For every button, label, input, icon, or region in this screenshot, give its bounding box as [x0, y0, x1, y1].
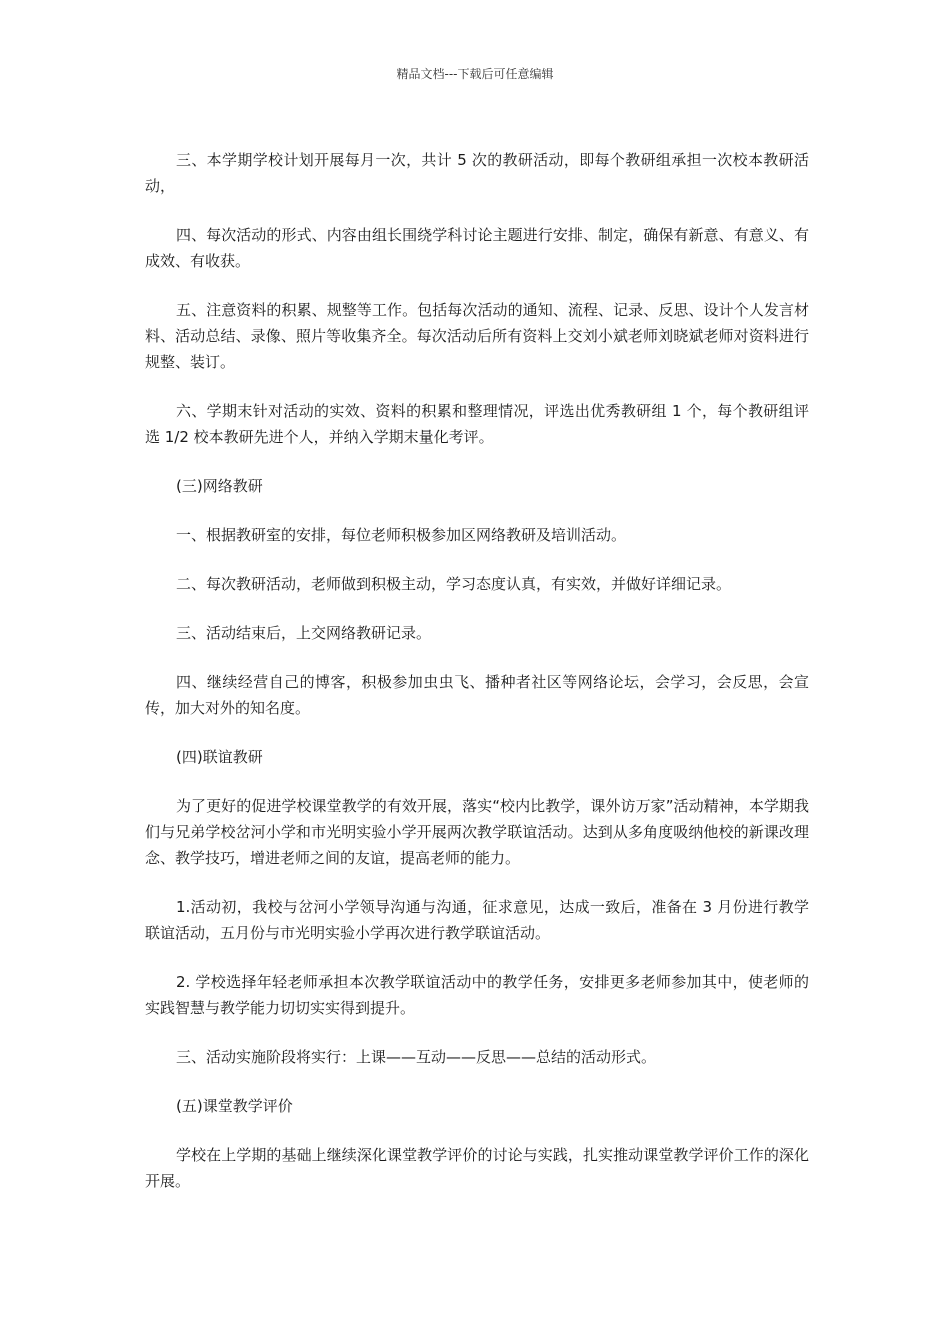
paragraph: 学校在上学期的基础上继续深化课堂教学评价的讨论与实践，扎实推动课堂教学评价工作的深化开展。	[145, 1146, 809, 1190]
paragraph: 为了更好的促进学校课堂教学的有效开展，落实“校内比教学，课外访万家”活动精神，本学期我们与兄弟学校岔河小学和市光明实验小学开展两次教学联谊活动。达到从多角度吸纳他校的新课改理念、教学技巧，增进老师之间的友谊，提高老师的能力。	[145, 797, 809, 867]
paragraph: 二、每次教研活动，老师做到积极主动，学习态度认真，有实效，并做好详细记录。	[176, 575, 732, 593]
page-header: 精品文档---下载后可任意编辑	[396, 67, 554, 81]
document-body	[145, 147, 809, 1217]
paragraph: 三、活动实施阶段将实行：上课——互动——反思——总结的活动形式。	[176, 1048, 657, 1066]
section-heading: (五)课堂教学评价	[176, 1097, 293, 1115]
paragraph: 2. 学校选择年轻老师承担本次教学联谊活动中的教学任务，安排更多老师参加其中，使老师的实践智慧与教学能力切切实实得到提升。	[145, 973, 809, 1017]
paragraph: 六、学期末针对活动的实效、资料的积累和整理情况，评选出优秀教研组 1 个，每个教研组评选 1/2 校本教研先进个人，并纳入学期末量化考评。	[145, 402, 809, 446]
paragraph: 一、根据教研室的安排，每位老师积极参加区网络教研及培训活动。	[176, 526, 627, 544]
section-heading: (四)联谊教研	[176, 748, 263, 766]
paragraph: 三、活动结束后，上交网络教研记录。	[176, 624, 432, 642]
paragraph: 四、每次活动的形式、内容由组长围绕学科讨论主题进行安排、制定，确保有新意、有意义、有成效、有收获。	[145, 226, 809, 270]
paragraph: 四、继续经营自己的博客，积极参加虫虫飞、播种者社区等网络论坛，会学习，会反思，会宣传，加大对外的知名度。	[145, 673, 809, 717]
paragraph: 五、注意资料的积累、规整等工作。包括每次活动的通知、流程、记录、反思、设计个人发言材料、活动总结、录像、照片等收集齐全。每次活动后所有资料上交刘小斌老师刘晓斌老师对资料进行规整、装订。	[145, 301, 809, 371]
section-heading: (三)网络教研	[176, 477, 263, 495]
paragraph: 1.活动初，我校与岔河小学领导沟通与沟通，征求意见，达成一致后，准备在 3 月份进行教学联谊活动，五月份与市光明实验小学再次进行教学联谊活动。	[145, 898, 809, 942]
paragraph: 三、本学期学校计划开展每月一次，共计 5 次的教研活动，即每个教研组承担一次校本教研活动，	[145, 151, 809, 195]
